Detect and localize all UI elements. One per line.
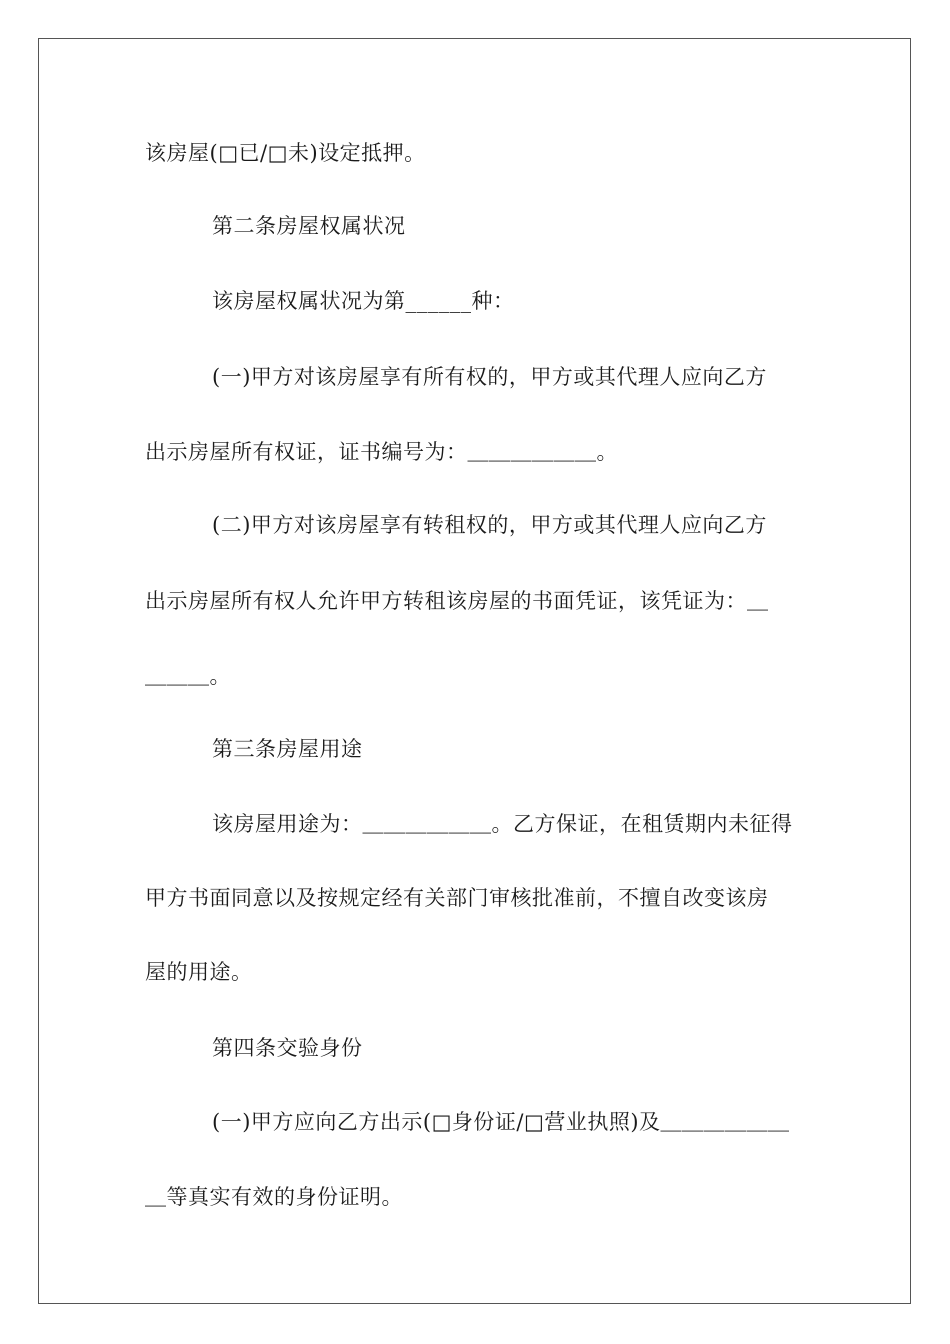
text-line-identity-cont: ＿等真实有效的身份证明。 [145, 1185, 403, 1209]
text-line-ownership-1: (一)甲方对该房屋享有所有权的，甲方或其代理人应向乙方 [212, 365, 767, 389]
text-line-identity: (一)甲方应向乙方出示(□身份证/□营业执照)及＿＿＿＿＿＿ [212, 1110, 790, 1134]
text-line-sublease-certificate: 出示房屋所有权人允许甲方转租该房屋的书面凭证，该凭证为：＿ [145, 589, 769, 613]
text-line-certificate-number: 出示房屋所有权证，证书编号为：＿＿＿＿＿＿。 [145, 440, 618, 464]
heading-article-3: 第三条房屋用途 [212, 737, 363, 761]
text-line-usage: 该房屋用途为：＿＿＿＿＿＿。乙方保证，在租赁期内未征得 [212, 812, 793, 836]
text-line-mortgage: 该房屋(□已/□未)设定抵押。 [145, 141, 426, 165]
text-line-sublease-certificate-cont: ＿＿＿。 [145, 664, 231, 688]
text-line-usage-cont: 甲方书面同意以及按规定经有关部门审核批准前，不擅自改变该房 [145, 886, 769, 910]
text-line-usage-end: 屋的用途。 [145, 960, 253, 984]
heading-article-2: 第二条房屋权属状况 [212, 214, 406, 238]
heading-article-4: 第四条交验身份 [212, 1036, 363, 1060]
text-line-ownership-type: 该房屋权属状况为第______种： [212, 289, 515, 313]
text-line-ownership-2: (二)甲方对该房屋享有转租权的，甲方或其代理人应向乙方 [212, 513, 767, 537]
